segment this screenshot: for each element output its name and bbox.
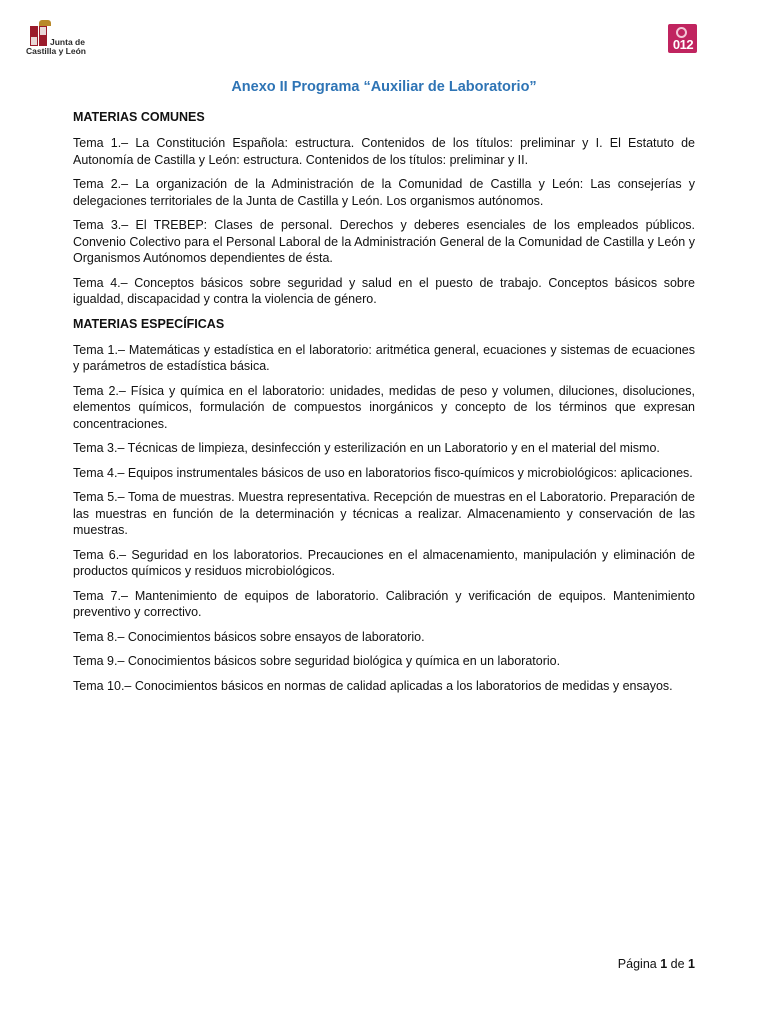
section-heading-comunes: MATERIAS COMUNES	[73, 110, 205, 124]
logo-line-2: Castilla y León	[26, 46, 86, 56]
coat-of-arms-icon	[30, 22, 48, 44]
tema-item: Tema 10.– Conocimientos básicos en normas de calidad aplicadas a los laboratorios de medidas y ensayos.	[73, 678, 673, 693]
logo-line-1: Junta de	[50, 37, 85, 47]
current-page-number: 1	[660, 957, 668, 971]
tema-item: Tema 2.– La organización de la Administración de la Comunidad de Castilla y León: Las consejerías y delegaciones territoriales de la Junta de Castilla y León. Los organismos autónomos.	[73, 177, 695, 208]
tema-item: Tema 8.– Conocimientos básicos sobre ensayos de laboratorio.	[73, 629, 425, 644]
document-title: Anexo II Programa “Auxiliar de Laboratorio”	[231, 79, 537, 95]
tema-item: Tema 6.– Seguridad en los laboratorios. Precauciones en el almacenamiento, manipulación y eliminación de productos químicos y residuos microbiológicos.	[73, 547, 695, 578]
tema-item: Tema 1.– Matemáticas y estadística en el laboratorio: aritmética general, ecuaciones y sistemas de ecuaciones y parámetros de estadística básica.	[73, 342, 695, 373]
tema-item: Tema 1.– La Constitución Española: estructura. Contenidos de los títulos: preliminar y I. El Estatuto de Autonomía de Castilla y León: estructura. Contenidos de los títulos: preliminar y II.	[73, 136, 695, 167]
total-pages-number: 1	[688, 957, 695, 971]
tema-item: Tema 3.– El TREBEP: Clases de personal. Derechos y deberes esenciales de los empleados públicos. Convenio Colectivo para el Personal Laboral de la Administración General de la Comunidad de Castilla y León y Organismos Autónomos dependientes de ésta.	[73, 218, 695, 265]
tema-item: Tema 9.– Conocimientos básicos sobre seguridad biológica y química en un laboratorio.	[73, 654, 561, 668]
012-logo	[668, 24, 697, 53]
tema-item: Tema 2.– Física y química en el laboratorio: unidades, medidas de peso y volumen, diluciones, disoluciones, elementos químicos, formulación de compuestos inorgánicos y concepto de los términos que expresan concentraciones.	[73, 383, 695, 431]
tema-item: Tema 3.– Técnicas de limpieza, desinfección y esterilización en un Laboratorio y en el material del mismo.	[73, 441, 660, 455]
document-body	[73, 78, 695, 702]
tema-item: Tema 7.– Mantenimiento de equipos de laboratorio. Calibración y verificación de equipos. Mantenimiento preventivo y correctivo.	[73, 588, 695, 619]
page-footer	[618, 956, 695, 972]
section-heading-especificas: MATERIAS ESPECÍFICAS	[73, 316, 225, 331]
junta-castilla-leon-logo	[24, 20, 96, 64]
tema-item: Tema 4.– Conceptos básicos sobre seguridad y salud en el puesto de trabajo. Conceptos básicos sobre igualdad, discapacidad y contra la violencia de género.	[73, 275, 695, 306]
012-logo-text: 012	[672, 37, 694, 52]
of-word: de	[670, 957, 685, 971]
tema-item: Tema 5.– Toma de muestras. Muestra representativa. Recepción de muestras en el Laboratorio. Preparación de las muestras en función de la determinación y técnicas a realizar. Almacenamiento y conservación de las muestras.	[73, 490, 695, 537]
tema-item: Tema 4.– Equipos instrumentales básicos de uso en laboratorios fisco-químicos y microbiológicos: aplicaciones.	[73, 465, 693, 480]
page-word: Página	[617, 957, 657, 971]
